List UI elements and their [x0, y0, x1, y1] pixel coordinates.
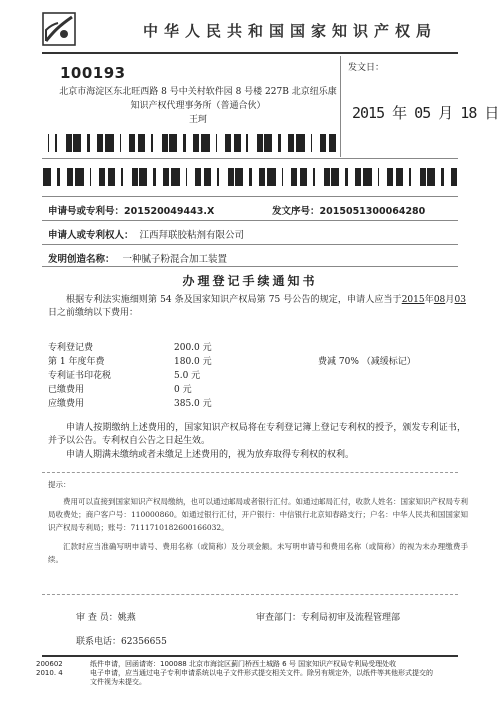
fee-name: 已缴费用: [48, 385, 85, 395]
deadline-year: 2015: [401, 295, 425, 305]
field-divider-2: [42, 220, 458, 221]
header-divider: [42, 52, 458, 54]
fee-reduction-note: 费减 70% （减缓标记）: [318, 357, 416, 367]
recipient-name: 王珂: [188, 115, 207, 125]
application-number-field: [48, 203, 214, 217]
examiner-name: 姚燕: [117, 613, 136, 623]
footer-line-3: 文件视为未提交。: [90, 678, 146, 686]
fee-row: [48, 382, 192, 395]
tips-label: 提示：: [48, 480, 71, 489]
footer-divider: [42, 655, 458, 657]
serial-number-field: [272, 203, 425, 217]
issue-box-divider: [340, 56, 341, 157]
postcode: 100193: [60, 64, 126, 82]
invention-field: [48, 251, 227, 265]
fee-name: 第 1 年度年费: [48, 357, 105, 367]
tip-item: 汇款时应当准确写明申请号、费用名称（或简称）及分项金额。未写明申请号和费用名称（或简称）的视为未办理缴费手续。: [48, 542, 468, 564]
issue-date: 2015 年 05 月 18 日: [352, 104, 499, 122]
fee-row: [48, 396, 212, 409]
applicant-label: 申请人或专利权人：: [48, 230, 134, 241]
field-divider-3: [42, 244, 458, 245]
fee-amount: 0 元: [174, 385, 192, 395]
notice-intro: [48, 294, 466, 320]
footer-line-2: 电子申请，应当通过电子专利申请系统以电子文件形式提交相关文件。除另有规定外，以纸件等其他形式提交的: [90, 669, 433, 677]
document-barcode: [42, 168, 458, 186]
recipient-barcode: [48, 134, 338, 152]
deadline-month-suffix: 月: [445, 295, 455, 305]
fee-row: [48, 354, 212, 367]
address-line-1: 北京市海淀区东北旺西路 8 号中关村软件园 8 号楼 227B 北京纽乐康: [59, 87, 337, 97]
examiner-field: [76, 610, 136, 623]
invention-name: 一种腻子粉混合加工装置: [122, 254, 228, 265]
fee-row: [48, 340, 212, 353]
fee-name: 专利登记费: [48, 343, 94, 353]
tip-item: 费用可以直接到国家知识产权局缴纳，也可以通过邮局或者银行汇付。如通过邮局汇付，收款人姓名：国家知识产权局专利局收费处；商户客户号：110000860。如通过银行汇付，开户银行：中信银行北京知春路支行；户名：中华人民共和国国家知识产权局专利局；账号：7111710182600166032。: [48, 497, 468, 532]
tips-section: [48, 478, 468, 566]
form-code: 200602: [36, 660, 63, 668]
fee-name: 应缴费用: [48, 399, 85, 409]
recipient-divider: [42, 158, 458, 159]
office-title: 中华人民共和国国家知识产权局: [142, 22, 437, 40]
phone-field: [76, 634, 167, 647]
phone-number: 62356655: [121, 637, 167, 647]
field-divider-4: [42, 266, 458, 267]
notice-paragraph-3: 申请人期满未缴纳或者未缴足上述费用的，视为放弃取得专利权的权利。: [66, 450, 355, 460]
applicant-field: [48, 227, 244, 241]
address-line-2: 知识产权代理事务所（普通合伙）: [130, 101, 266, 111]
application-number-label: 申请号或专利号：: [48, 206, 125, 217]
tips-divider-top: [42, 472, 458, 473]
deadline-month: 08: [433, 295, 446, 305]
department-field: [256, 610, 400, 623]
application-number: 201520049443.X: [124, 206, 215, 217]
intro-text: 根据专利法实施细则第 54 条及国家知识产权局第 75 号公告的规定，申请人应当于: [66, 295, 402, 305]
form-version: 2010. 4: [36, 669, 63, 677]
intro-text-end: 日之前缴纳以下费用：: [48, 308, 139, 318]
phone-label: 联系电话：: [76, 637, 122, 647]
invention-label: 发明创造名称：: [48, 254, 115, 265]
fee-amount: 5.0 元: [174, 371, 201, 381]
deadline-day: 03: [454, 295, 466, 305]
examiner-label: 审 查 员：: [76, 613, 118, 623]
tips-divider-bottom: [42, 594, 458, 595]
department-label: 审查部门：: [256, 613, 302, 623]
serial-number-label: 发文序号：: [272, 206, 320, 217]
issue-date-label: 发文日：: [348, 63, 385, 73]
fee-amount: 200.0 元: [174, 343, 212, 353]
applicant-name: 江西拜联胶粘剂有限公司: [139, 230, 245, 241]
fee-row: [48, 368, 200, 381]
notice-title: 办理登记手续通知书: [182, 274, 318, 288]
fee-amount: 385.0 元: [174, 399, 212, 409]
field-divider-1: [42, 196, 458, 197]
footer-line-1: 纸件申请，回函请寄：100088 北京市海淀区蓟门桥西土城路 6 号 国家知识产权局专利局受理处收: [90, 660, 397, 668]
deadline-year-suffix: 年: [424, 295, 434, 305]
fee-amount: 180.0 元: [174, 357, 212, 367]
department-name: 专利局初审及流程管理部: [301, 613, 401, 623]
notice-paragraph-2: 申请人按期缴纳上述费用的，国家知识产权局将在专利登记簿上登记专利权的授予，颁发专利证书，并予以公告。专利权自公告之日起生效。: [48, 423, 466, 446]
fee-name: 专利证书印花税: [48, 371, 112, 381]
sipo-logo-icon: [42, 12, 76, 46]
serial-number: 2015051300064280: [319, 206, 426, 217]
